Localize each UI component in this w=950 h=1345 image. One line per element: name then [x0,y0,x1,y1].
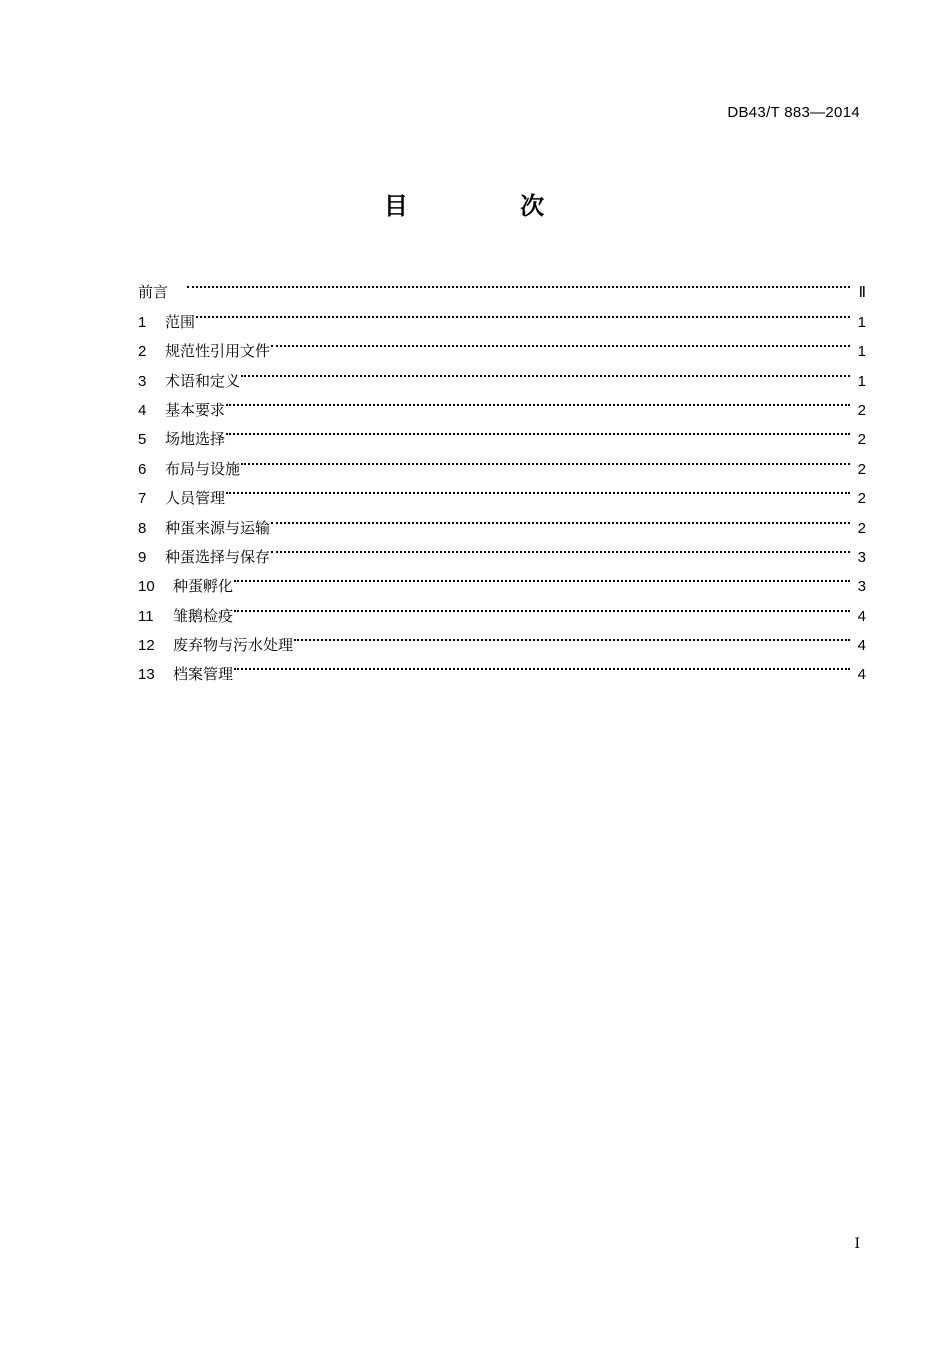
toc-entry-gosling-quarantine[interactable] [138,591,866,625]
toc-leader-dots [196,297,850,326]
toc-entry-number: 4 [138,401,147,419]
toc-entry-number: 11 [138,607,154,625]
toc-entry-number: 5 [138,431,147,449]
toc-entry-number: 7 [138,490,147,508]
toc-entry-site-selection[interactable] [138,415,866,449]
toc-leader-dots [226,386,850,415]
toc-entry-label: 前言 [138,283,169,302]
standard-code: DB43/T 883—2014 [727,104,860,121]
toc-entry-label: 规范性引用文件 [165,342,271,361]
toc-leader-dots [234,562,850,591]
toc-entry-number: 12 [138,637,155,655]
toc-entry-basic-requirements[interactable] [138,386,866,419]
toc-entry-label: 种蛋选择与保存 [165,547,271,566]
toc-entry-page: 2 [857,490,866,508]
toc-entry-number: 6 [138,460,147,478]
toc-entry-page: 2 [857,519,866,537]
toc-leader-dots [271,327,850,356]
toc-entry-records-management[interactable] [138,650,866,684]
toc-entry-label: 人员管理 [165,489,226,508]
toc-leader-dots [294,621,850,650]
toc-entry-page: 2 [857,431,866,449]
toc-entry-page: Ⅱ [858,284,866,302]
toc-leader-dots [226,474,850,503]
toc-entry-page: 3 [857,578,866,596]
toc-entry-page: 3 [857,548,866,566]
toc-entry-number: 1 [138,313,147,331]
page-title: 目 次 [383,192,597,220]
toc-entry-scope[interactable] [138,297,866,331]
toc-entry-page: 2 [857,401,866,419]
toc-entry-preface[interactable] [138,268,866,302]
toc-entry-number: 10 [138,578,155,596]
toc-entry-label: 范围 [165,312,196,331]
toc-entry-number: 8 [138,519,147,537]
toc-entry-page: 1 [857,372,866,390]
toc-entry-page: 1 [857,313,866,331]
toc-entry-number: 9 [138,548,147,566]
toc-entry-label: 布局与设施 [165,459,241,478]
toc-entry-egg-incubation[interactable] [138,562,866,596]
toc-leader-dots [241,444,850,473]
toc-leader-dots [234,650,850,679]
toc-leader-dots [187,268,850,297]
toc-entry-label: 废弃物与污水处理 [173,636,294,655]
toc-entry-page: 4 [857,637,866,655]
toc-entry-layout-facilities[interactable] [138,444,866,478]
page-number: I [854,1236,860,1252]
toc-entry-page: 1 [857,343,866,361]
toc-entry-page: 4 [857,607,866,625]
toc-entry-label: 基本要求 [165,400,226,419]
toc-entry-label: 雏鹅检疫 [173,606,234,625]
toc-leader-dots [241,356,850,385]
toc-entry-label: 种蛋孵化 [173,577,234,596]
table-of-contents [138,268,866,684]
toc-leader-dots [271,503,850,532]
toc-entry-waste-treatment[interactable] [138,621,866,655]
toc-entry-label: 档案管理 [173,665,234,684]
toc-leader-dots [271,533,850,562]
toc-entry-page: 2 [857,460,866,478]
toc-entry-number: 3 [138,372,147,390]
toc-entry-label: 术语和定义 [165,371,241,390]
toc-entry-page: 4 [857,666,866,684]
toc-entry-number: 2 [138,343,147,361]
toc-entry-normative-references[interactable] [138,327,866,361]
toc-entry-number: 13 [138,666,155,684]
toc-entry-egg-source-transport[interactable] [138,503,866,537]
toc-entry-label: 种蛋来源与运输 [165,518,271,537]
toc-leader-dots [226,415,850,444]
toc-entry-label: 场地选择 [165,430,226,449]
toc-leader-dots [234,591,850,620]
toc-entry-personnel-management[interactable] [138,474,866,508]
toc-entry-terms-definitions[interactable] [138,356,866,390]
